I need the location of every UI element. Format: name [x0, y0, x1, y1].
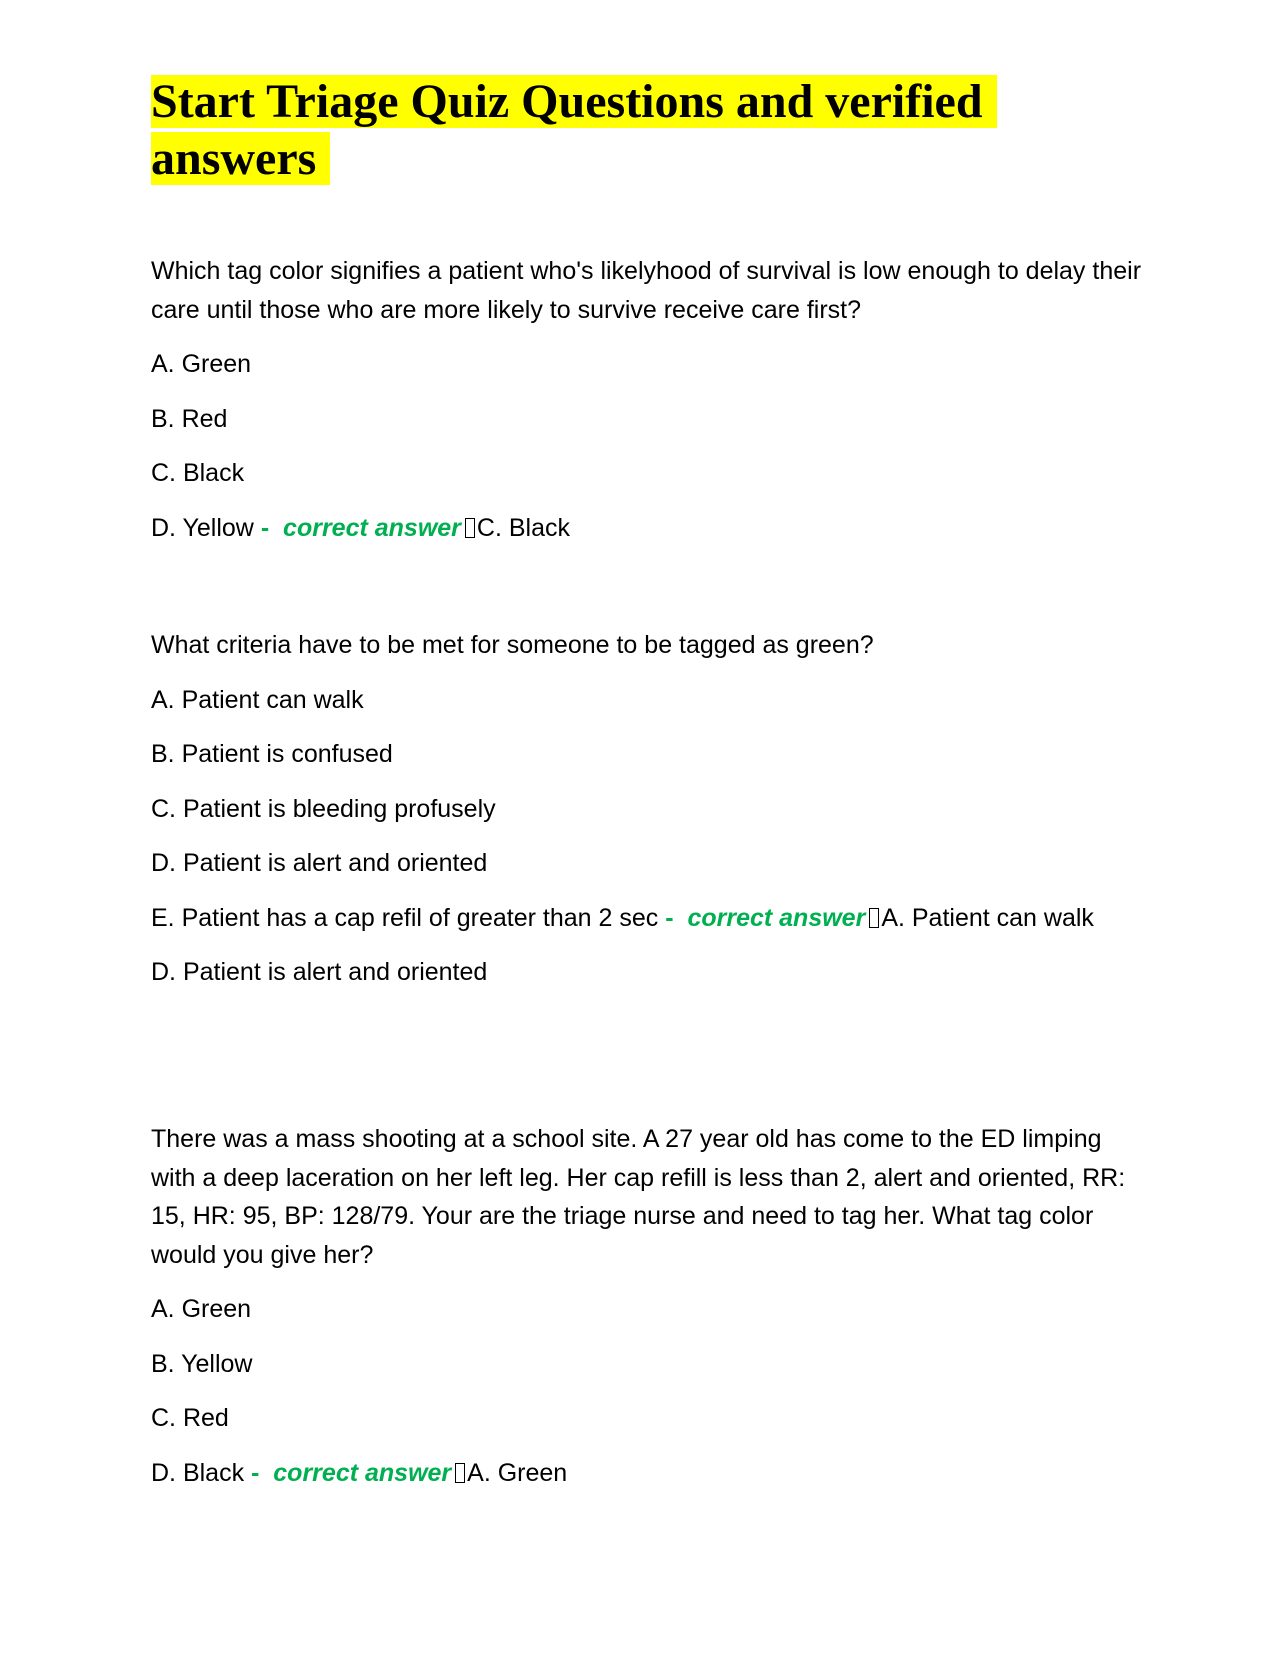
- option-d-with-answer: [151, 509, 1141, 548]
- option-d-with-answer: [151, 1454, 1141, 1493]
- option-d: D. Patient is alert and oriented: [151, 849, 488, 877]
- answer-dash: -: [251, 1458, 260, 1487]
- question-text: Which tag color signifies a patient who's likelyhood of survival is low enough to delay their care until those who are more likely to survive receive care first?: [151, 257, 1142, 324]
- option-c: C. Patient is bleeding profusely: [151, 794, 496, 823]
- answer-dash: -: [665, 903, 674, 932]
- correct-answer-label: correct answer: [283, 513, 461, 542]
- question-2: [151, 626, 1141, 1008]
- question-text: What criteria have to be met for someone to be tagged as green?: [151, 631, 874, 659]
- correct-answer-label: correct answer: [273, 1458, 452, 1487]
- question-text: There was a mass shooting at a school site. A 27 year old has come to the ED limping with a deep laceration on her left leg. Her cap refill is less than 2, alert and oriented, RR: 15, HR: 95, BP: 128/79. Your are the triage nurse and need to tag her. What tag color would you give her?: [151, 1125, 1126, 1269]
- option-a: A. Green: [151, 350, 252, 378]
- correct-answer-value: A. Green: [467, 1458, 568, 1487]
- question-3: [151, 1120, 1141, 1508]
- option-e-with-answer: [151, 899, 1141, 938]
- question-1: [151, 252, 1141, 563]
- missing-glyph-box-icon: [465, 518, 475, 538]
- option-e: E. Patient has a cap refil of greater than 2 sec: [151, 903, 659, 932]
- correct-answer-value-2: D. Patient is alert and oriented: [151, 958, 488, 986]
- option-d: D. Black: [151, 1458, 245, 1487]
- missing-glyph-box-icon: [455, 1463, 465, 1483]
- document-title-text: Start Triage Quiz Questions and verified answers: [151, 75, 997, 185]
- option-a: A. Green: [151, 1295, 252, 1323]
- missing-glyph-box-icon: [869, 908, 879, 928]
- correct-answer-label: correct answer: [687, 903, 866, 932]
- answer-dash: -: [260, 513, 270, 542]
- option-b: B. Patient is confused: [151, 740, 393, 768]
- option-b: B. Yellow: [151, 1349, 253, 1378]
- option-d: D. Yellow: [151, 513, 254, 542]
- option-b: B. Red: [151, 404, 228, 433]
- option-c: C. Red: [151, 1404, 229, 1432]
- option-c: C. Black: [151, 459, 245, 487]
- correct-answer-value: A. Patient can walk: [881, 903, 1094, 932]
- document-title: [151, 73, 1051, 187]
- correct-answer-value: C. Black: [476, 513, 571, 542]
- option-a: A. Patient can walk: [151, 685, 364, 714]
